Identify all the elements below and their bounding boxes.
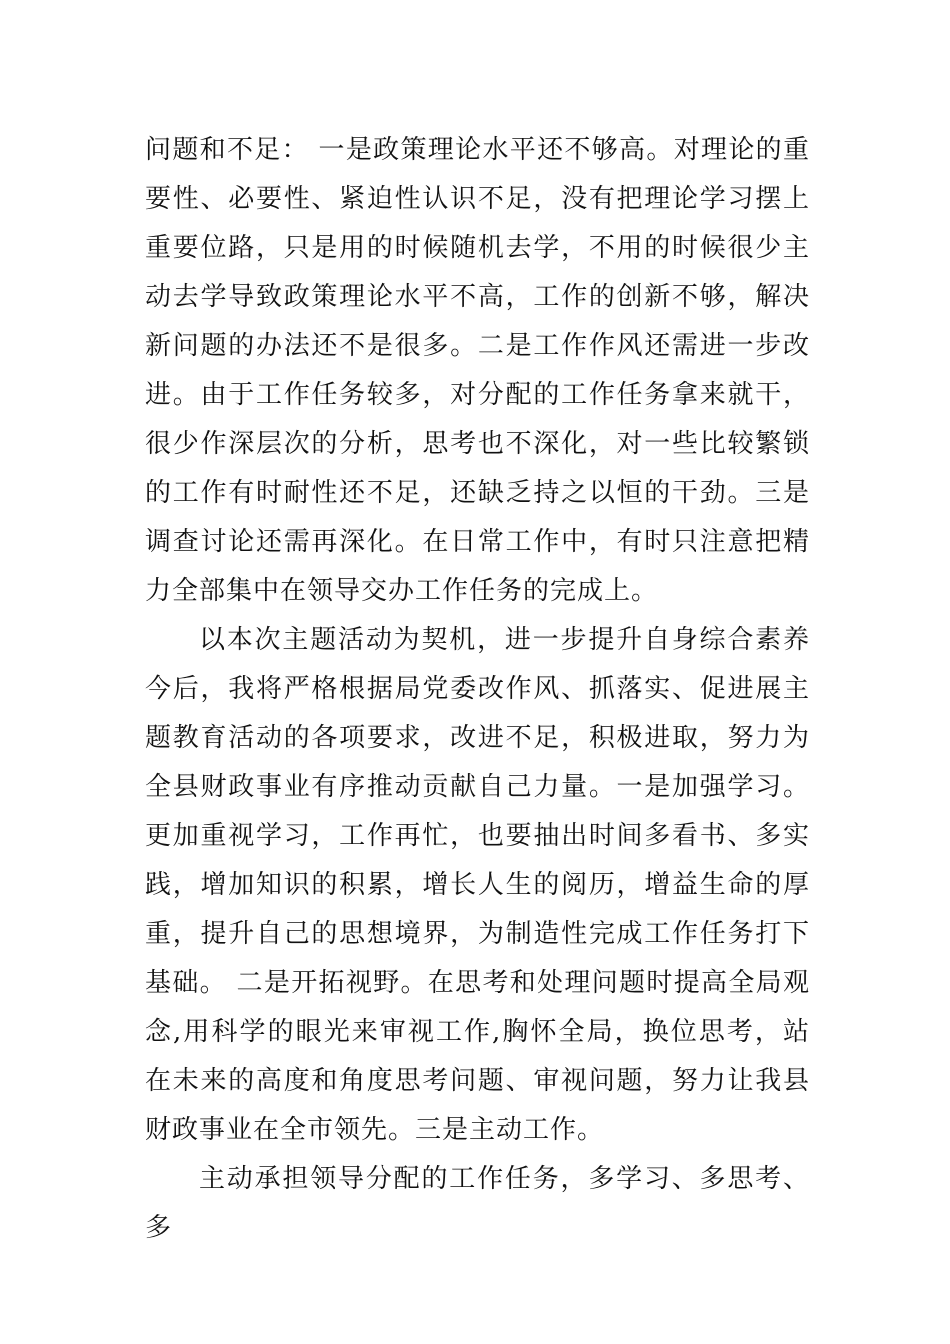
document-body: [145, 126, 810, 1253]
paragraph-2: 以本次主题活动为契机，进一步提升自身综合素养今后，我将严格根据局党委改作风、抓落实、促进展主题教育活动的各项要求，改进不足，积极进取，努力为全县财政事业有序推动贡献自己力量。一是加强学习。更加重视学习，工作再忙，也要抽出时间多看书、多实践，增加知识的积累，增长人生的阅历，增益生命的厚重，提升自己的思想境界，为制造性完成工作任务打下基础。 二是开拓视野。在思考和处理问题时提高全局观念,用科学的眼光来审视工作,胸怀全局，换位思考，站在未来的高度和角度思考问题、审视问题，努力让我县财政事业在全市领先。三是主动工作。: [145, 625, 810, 1145]
paragraph-3: 主动承担领导分配的工作任务，多学习、多思考、多: [145, 1164, 810, 1243]
paragraph-1: 问题和不足： 一是政策理论水平还不够高。对理论的重要性、必要性、紧迫性认识不足，没有把理论学习摆上重要位路，只是用的时候随机去学，不用的时候很少主动去学导致政策理论水平不高，工作的创新不够，解决新问题的办法还不是很多。二是工作作风还需进一步改进。由于工作任务较多，对分配的工作任务拿来就干，很少作深层次的分析，思考也不深化，对一些比较繁锁的工作有时耐性还不足，还缺乏持之以恒的干劲。三是调查讨论还需再深化。在日常工作中，有时只注意把精力全部集中在领导交办工作任务的完成上。: [145, 135, 810, 606]
